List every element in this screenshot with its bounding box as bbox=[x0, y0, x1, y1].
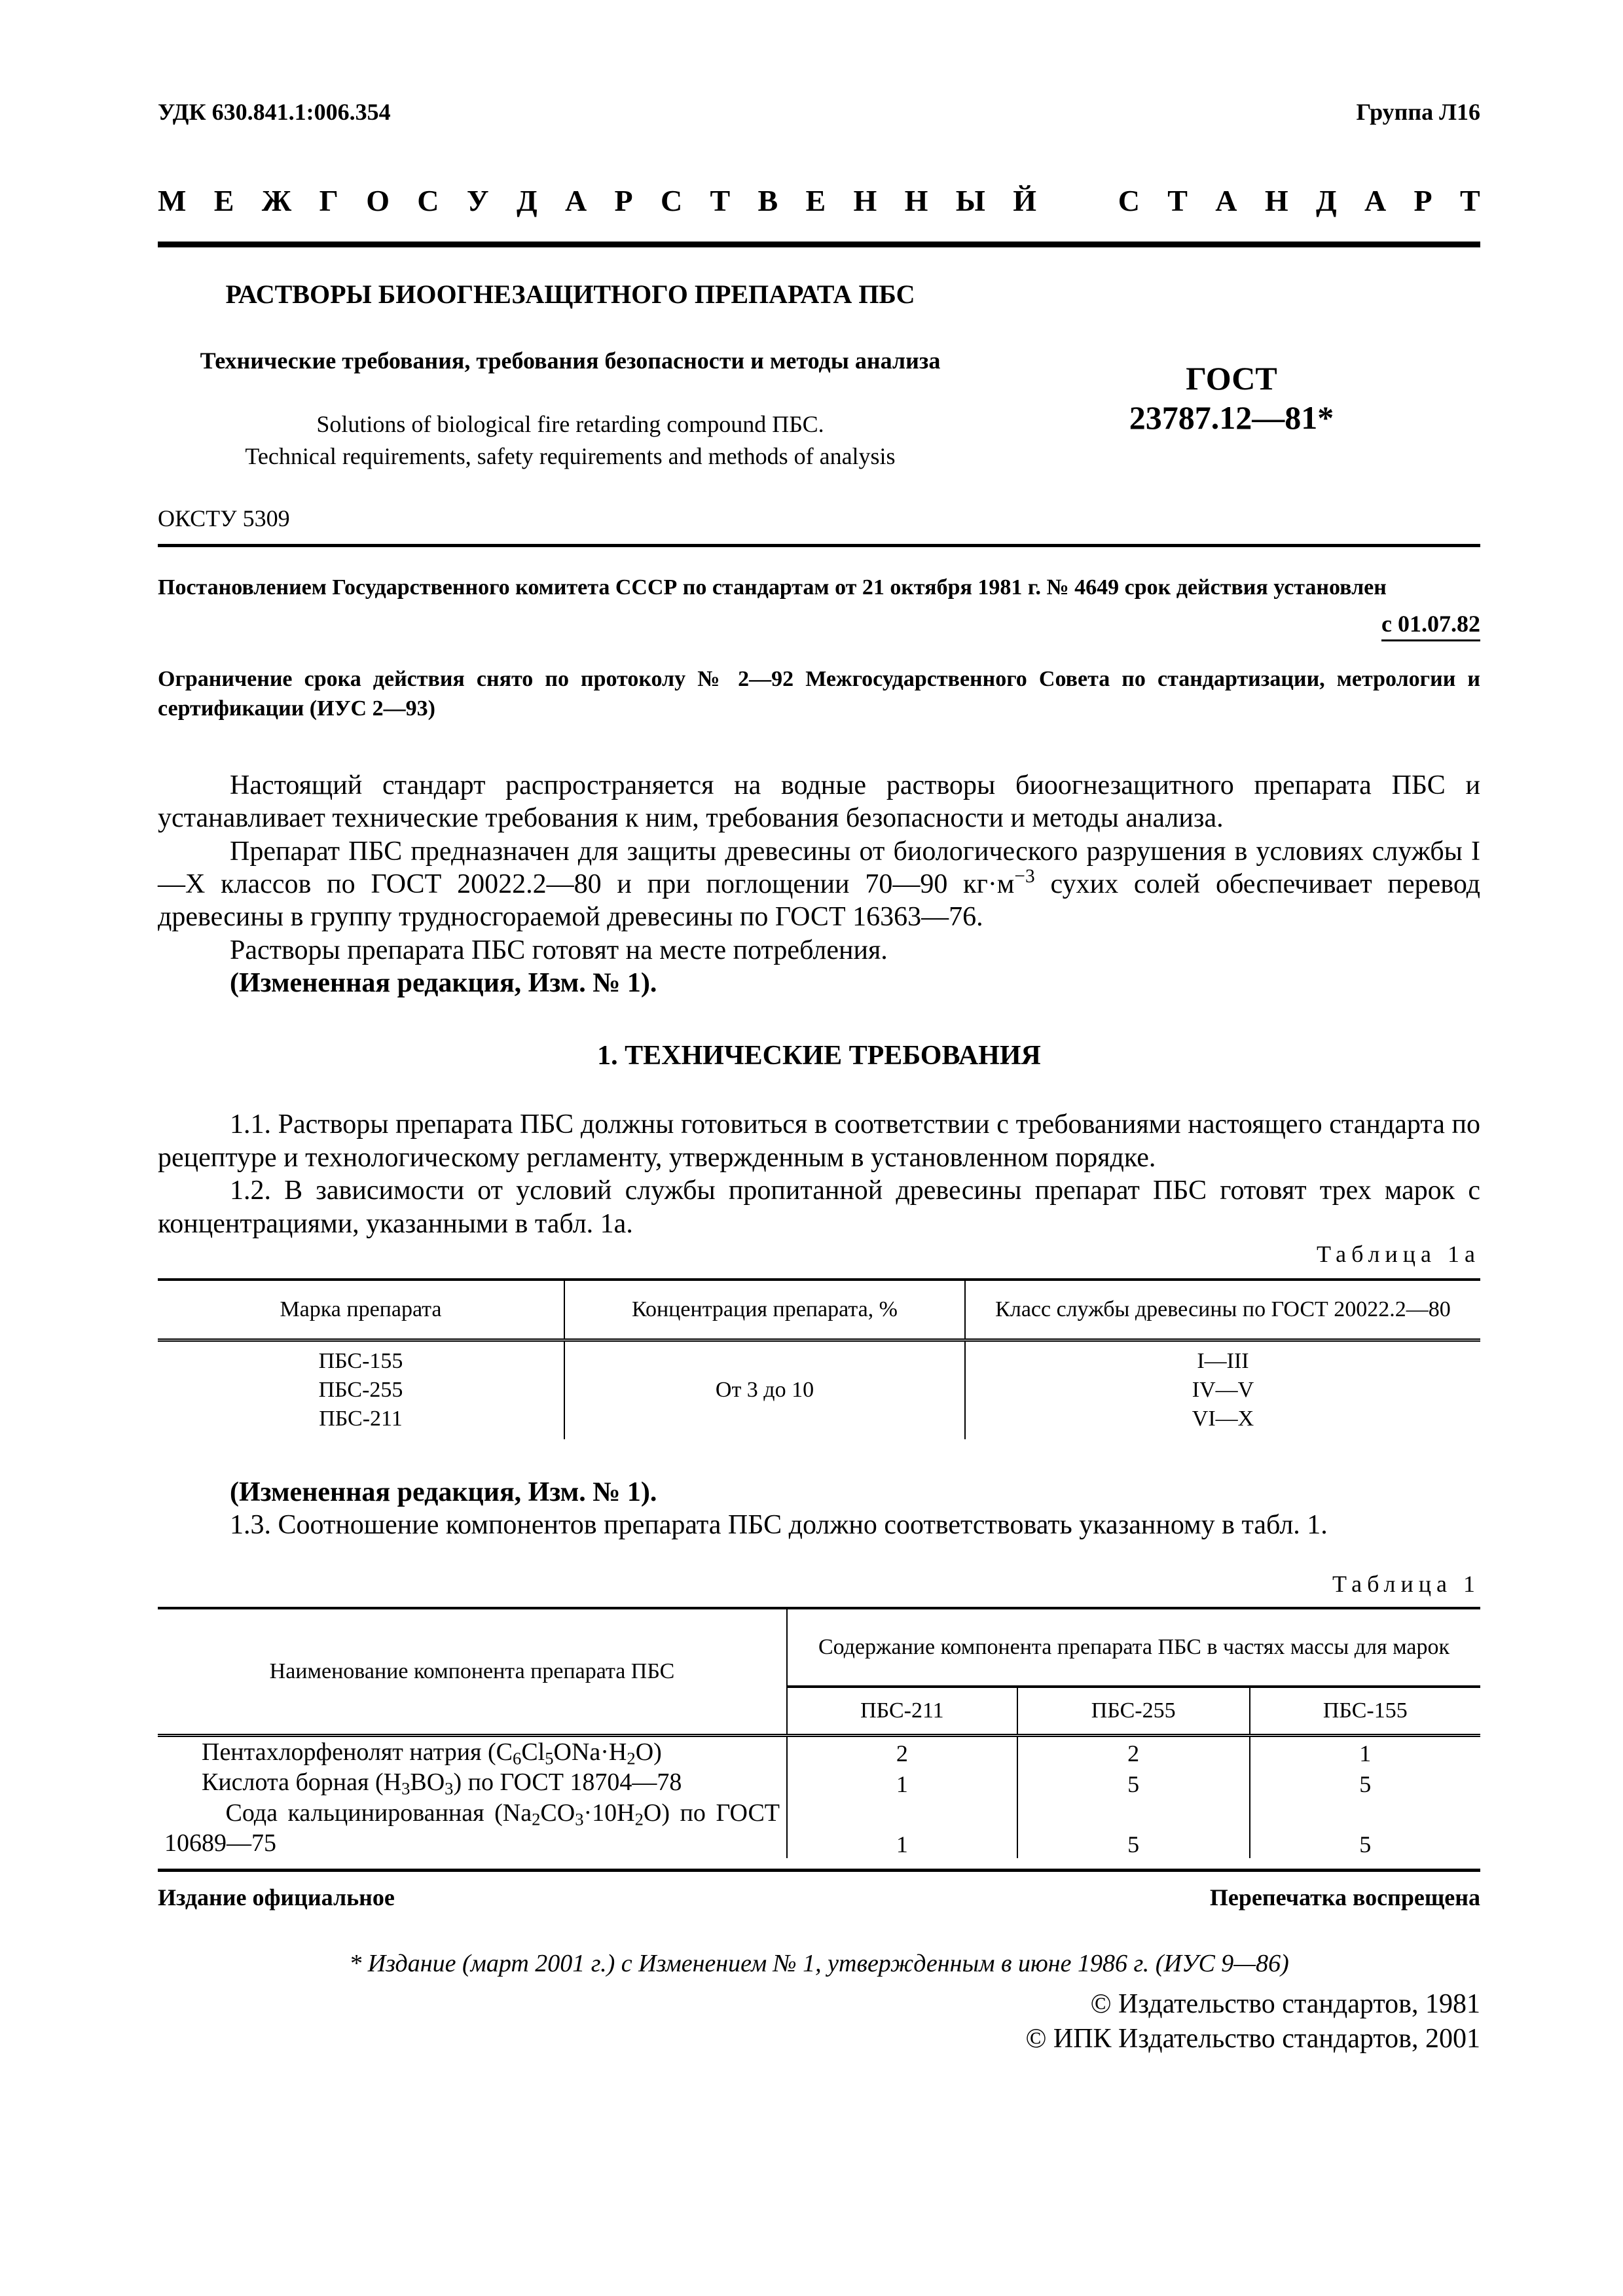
banner-letter: Ж bbox=[261, 184, 292, 217]
decree-text: Постановлением Государственного комитета СССР по стандартам от 21 октября 1981 г. № 4649 срок действия установлен bbox=[158, 575, 1387, 600]
component-name: Пентахлорфенолят натрия $(C_6Cl_5ONa\cdot H_2O)$ bbox=[164, 1738, 662, 1768]
mark-name: ПБС-155 bbox=[318, 1349, 403, 1374]
banner-letter: Д bbox=[516, 184, 538, 217]
table-cell: 5 bbox=[1017, 1767, 1250, 1797]
banner-letter: В bbox=[757, 184, 778, 217]
banner-letter: Н bbox=[1264, 184, 1288, 217]
amendment-note: (Измененная редакция, Изм. № 1). bbox=[230, 968, 657, 999]
service-class: IV—V bbox=[1192, 1378, 1254, 1403]
table-1 bbox=[158, 1607, 1480, 1858]
copyright bbox=[158, 1987, 1480, 2056]
banner-letter: Й bbox=[1013, 184, 1037, 217]
service-class: VI—X bbox=[1192, 1407, 1254, 1431]
table-row bbox=[158, 1735, 1480, 1767]
intro-text: сухих солей обеспечивает перевод древесины в группу трудносгораемой древесины по ГОСТ 16363—76. bbox=[158, 869, 1480, 933]
banner-rule bbox=[158, 242, 1480, 247]
banner-letter: А bbox=[1364, 184, 1387, 217]
clause-1-1: 1.1. Растворы препарата ПБС должны готовиться в соответствии с требованиями настоящего стандарта по рецептуре и технологическому регламенту, утвержденным в установленном порядке. bbox=[158, 1109, 1480, 1173]
title-block bbox=[158, 279, 1480, 472]
table-header: Содержание компонента препарата ПБС в частях массы для марок bbox=[787, 1608, 1480, 1687]
table-1a-caption: Таблица 1а bbox=[1317, 1241, 1480, 1268]
table-1a bbox=[158, 1278, 1480, 1439]
banner-letter: Н bbox=[904, 184, 928, 217]
table-cell: 2 bbox=[787, 1735, 1017, 1767]
intro-text: Препарат ПБС предназначен для защиты древесины от биологического разрушения в условиях службы I—X классов по ГОСТ 20022.2—80 и при поглощении 70—90 кг·м bbox=[158, 836, 1480, 899]
component-name: Сода кальцинированная $(Na_2CO_3\cdot 10H_2O)$ по ГОСТ 10689—75 bbox=[164, 1799, 780, 1857]
component-name: Кислота борная $(H_3BO_3)$ по ГОСТ 18704—78 bbox=[164, 1768, 682, 1799]
header bbox=[158, 98, 1480, 126]
banner-letter: А bbox=[564, 184, 587, 217]
exponent: −3 bbox=[1014, 865, 1035, 887]
banner-letter: Т bbox=[1167, 184, 1188, 217]
banner-gap bbox=[1064, 183, 1090, 218]
banner-letter: Т bbox=[1459, 184, 1480, 217]
gost-code: 23787.12—81* bbox=[1129, 399, 1334, 436]
document-subtitle: Технические требования, требования безопасности и методы анализа bbox=[200, 348, 941, 374]
document-title: РАСТВОРЫ БИООГНЕЗАЩИТНОГО ПРЕПАРАТА ПБС bbox=[225, 279, 915, 309]
section-heading: 1. ТЕХНИЧЕСКИЕ ТРЕБОВАНИЯ bbox=[597, 1041, 1041, 1071]
table-header: Наименование компонента препарата ПБС bbox=[158, 1608, 787, 1735]
table-header: ПБС-255 bbox=[1017, 1687, 1250, 1735]
table-row bbox=[158, 1767, 1480, 1797]
section-body-2 bbox=[158, 1476, 1480, 1542]
reprint-prohibited: Перепечатка воспрещена bbox=[1209, 1884, 1480, 1911]
intro-paragraph: Растворы препарата ПБС готовят на месте потребления. bbox=[230, 935, 888, 965]
english-title bbox=[158, 408, 983, 472]
english-title-line: Solutions of biological fire retarding compound ПБС. bbox=[316, 411, 824, 437]
mark-name: ПБС-255 bbox=[318, 1378, 403, 1403]
banner-letter: Р bbox=[614, 184, 633, 217]
table-cell bbox=[158, 1340, 564, 1439]
table-header: Класс службы древесины по ГОСТ 20022.2—80 bbox=[965, 1280, 1480, 1340]
banner-letter: Т bbox=[710, 184, 731, 217]
banner-letter: Ы bbox=[955, 184, 985, 217]
group-code: Группа Л16 bbox=[1356, 99, 1480, 125]
banner-letter: С bbox=[1118, 184, 1140, 217]
section-body bbox=[158, 1108, 1480, 1240]
limitation-text: Ограничение срока действия снято по протоколу № 2—92 Межгосударственного Совета по стандартизации, метрологии и сертификации (ИУС 2—93) bbox=[158, 667, 1480, 721]
banner-letter: Г bbox=[319, 184, 338, 217]
effective-date bbox=[158, 610, 1480, 637]
okstu-code: ОКСТУ 5309 bbox=[158, 505, 290, 532]
banner-letter: Е bbox=[805, 184, 826, 217]
table-cell: 5 bbox=[1250, 1798, 1480, 1859]
copyright-line: © ИПК Издательство стандартов, 2001 bbox=[1025, 2023, 1480, 2054]
effective-date-value: с 01.07.82 bbox=[1381, 611, 1480, 641]
table-cell bbox=[965, 1340, 1480, 1439]
banner-letter: Е bbox=[213, 184, 234, 217]
table-row bbox=[158, 1798, 1480, 1859]
clause-1-3: 1.3. Соотношение компонентов препарата ПБС должно соответствовать указанному в табл. 1. bbox=[230, 1510, 1328, 1540]
english-title-line: Technical requirements, safety requirements and methods of analysis bbox=[245, 442, 896, 469]
edition-line bbox=[158, 1884, 1480, 1911]
clause-1-2: 1.2. В зависимости от условий службы пропитанной древесины препарат ПБС готовят трех марок с концентрациями, указанными в табл. 1а. bbox=[158, 1175, 1480, 1239]
mark-name: ПБС-211 bbox=[319, 1407, 403, 1431]
banner-letter: О bbox=[366, 184, 390, 217]
amendment-note: (Измененная редакция, Изм. № 1). bbox=[230, 1477, 657, 1507]
table-cell: 1 bbox=[787, 1767, 1017, 1797]
table-header: Концентрация препарата, % bbox=[564, 1280, 965, 1340]
official-edition: Издание официальное bbox=[158, 1884, 395, 1911]
table-cell: 1 bbox=[1250, 1735, 1480, 1767]
banner-letter: С bbox=[660, 184, 683, 217]
banner-letter: Н bbox=[853, 184, 877, 217]
banner-letter: М bbox=[158, 184, 187, 217]
table-cell: От 3 до 10 bbox=[564, 1340, 965, 1439]
table-header: ПБС-211 bbox=[787, 1687, 1017, 1735]
okstu-rule bbox=[158, 544, 1480, 547]
service-class: I—III bbox=[1197, 1349, 1249, 1374]
banner-letter: Р bbox=[1413, 184, 1432, 217]
gost-label: ГОСТ bbox=[1186, 360, 1277, 397]
gost-number bbox=[983, 279, 1480, 472]
banner-letter: А bbox=[1215, 184, 1237, 217]
table-1-caption: Таблица 1 bbox=[1332, 1571, 1480, 1598]
table-cell: 5 bbox=[1017, 1798, 1250, 1859]
table-header: Марка препарата bbox=[158, 1280, 564, 1340]
table-cell: 5 bbox=[1250, 1767, 1480, 1797]
standard-banner bbox=[158, 183, 1480, 218]
intro bbox=[158, 769, 1480, 1000]
banner-letter: С bbox=[417, 184, 439, 217]
document-page bbox=[158, 98, 1480, 2056]
table-bottom-rule bbox=[158, 1869, 1480, 1872]
udk-code: УДК 630.841.1:006.354 bbox=[158, 99, 391, 125]
intro-paragraph: Настоящий стандарт распространяется на водные растворы биоогнезащитного препарата ПБС и устанавливает технические требования к ним, требования безопасности и методы анализа. bbox=[158, 770, 1480, 834]
copyright-line: © Издательство стандартов, 1981 bbox=[1090, 1989, 1480, 2020]
table-cell: 2 bbox=[1017, 1735, 1250, 1767]
edition-note: * Издание (март 2001 г.) с Изменением № 1, утвержденным в июне 1986 г. (ИУС 9—86) bbox=[349, 1950, 1289, 1978]
banner-letter: У bbox=[466, 184, 489, 217]
table-cell: 1 bbox=[787, 1798, 1017, 1859]
intro-paragraph bbox=[158, 835, 1480, 934]
table-header: ПБС-155 bbox=[1250, 1687, 1480, 1735]
banner-letter: Д bbox=[1315, 184, 1337, 217]
